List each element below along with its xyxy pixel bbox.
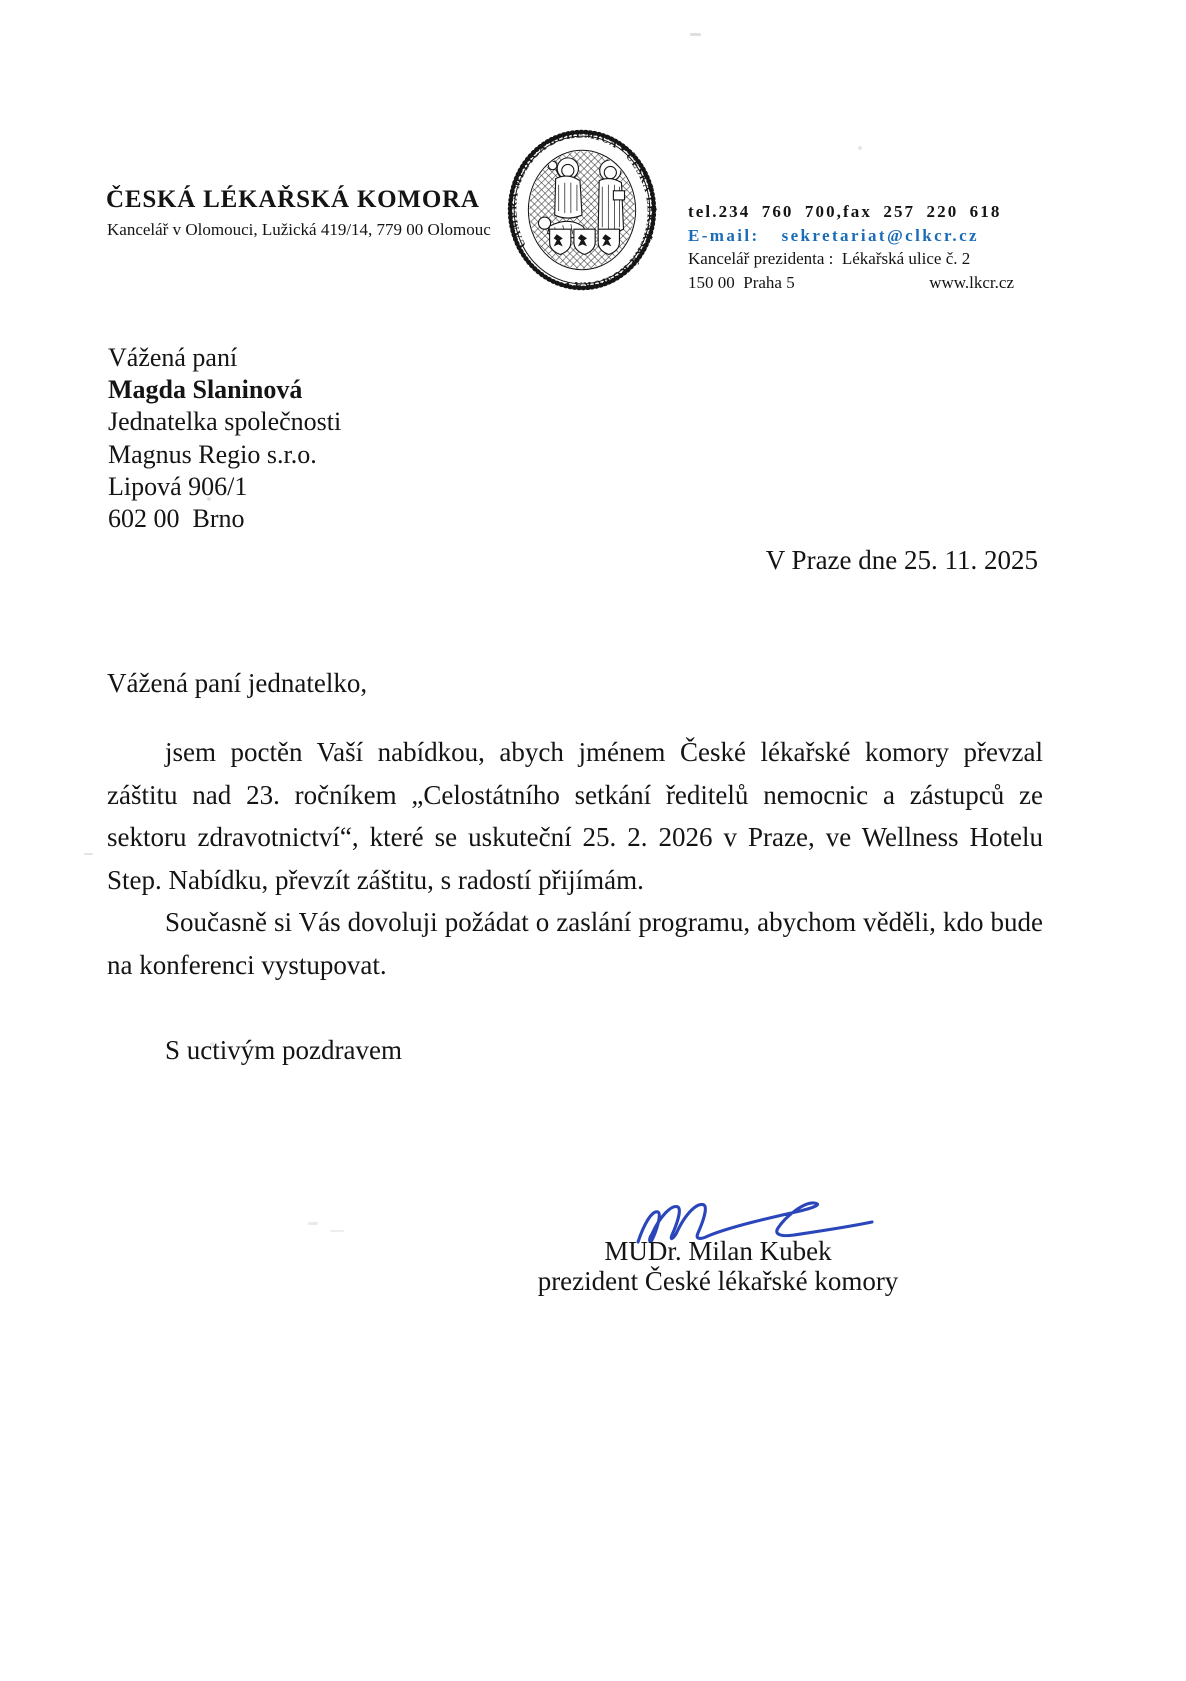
- email-gap: [760, 224, 782, 248]
- letter-body: [107, 731, 1043, 986]
- seal-field: [526, 148, 637, 275]
- scan-artifact: [330, 1230, 344, 1232]
- website-url: www.lkcr.cz: [929, 272, 1014, 292]
- seal-graphic: [506, 126, 658, 294]
- body-paragraph-1: jsem poctěn Vaší nabídkou, abych jménem České lékařské komory převzal záštitu nad 23. ročníkem „Celostátního setkání ředitelů nemocnic a zástupců ze sektoru zdravotnictví“, které se uskuteční 25. 2. 2026 v Praze, ve Wellness Hotelu Step. Nabídku, převzít záštitu, s radostí přijímám.: [107, 737, 1043, 895]
- phone-fax-line: tel.234 760 700,fax 257 220 618: [688, 202, 1002, 221]
- email-address: sekretariat@clkcr.cz: [781, 225, 979, 245]
- president-office-line: Kancelář prezidenta : Lékařská ulice č. 2: [688, 249, 971, 269]
- recipient-name: Magda Slaninová: [108, 375, 303, 405]
- signer-name: MUDr. Milan Kubek: [604, 1236, 832, 1266]
- recipient-title: Jednatelka společnosti: [108, 407, 342, 437]
- date-line: V Praze dne 25. 11. 2025: [765, 545, 1038, 575]
- seal-ring-text: CAMERA MEDICA BOHEMICA • ČESKÁ LÉKAŘSKÁ KOMORA •: [507, 128, 657, 292]
- scan-artifact: [858, 146, 862, 150]
- scan-artifact: [690, 33, 701, 36]
- organization-name: ČESKÁ LÉKAŘSKÁ KOMORA: [106, 186, 480, 213]
- organization-address: Kancelář v Olomouci, Lužická 419/14, 779 00 Olomouc: [107, 220, 491, 239]
- body-paragraph-2: Současně si Vás dovoluji požádat o zaslání programu, abychom věděli, kdo bude na konferenci vystupovat.: [107, 907, 1043, 980]
- email-line: [688, 224, 1014, 248]
- email-label: E-mail:: [688, 225, 760, 245]
- closing-phrase: S uctivým pozdravem: [165, 1035, 402, 1065]
- contact-block: [688, 200, 1014, 294]
- signer-block: [518, 1236, 918, 1296]
- office-city: 150 00 Praha 5: [688, 272, 795, 292]
- recipient-block: [108, 342, 341, 535]
- recipient-salutation: Vážená paní: [108, 343, 238, 372]
- scan-artifact: [207, 497, 211, 501]
- recipient-city: 602 00 Brno: [108, 504, 245, 534]
- scan-artifact: [210, 1042, 214, 1046]
- medical-chamber-seal: [506, 126, 658, 294]
- recipient-company: Magnus Regio s.r.o.: [108, 439, 317, 469]
- scan-artifact: [308, 1222, 318, 1225]
- seal-saint-right: [598, 160, 624, 232]
- letter-salutation: Vážená paní jednatelko,: [107, 668, 368, 698]
- recipient-street: Lipová 906/1: [108, 471, 248, 501]
- scan-artifact: [84, 853, 93, 855]
- seal-shields: [550, 229, 620, 254]
- city-website-line: [688, 271, 1014, 295]
- signer-title: prezident České lékařské komory: [537, 1266, 899, 1296]
